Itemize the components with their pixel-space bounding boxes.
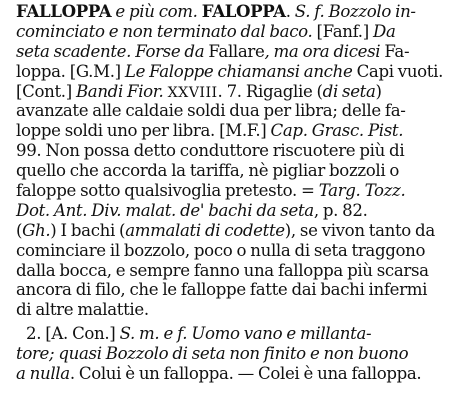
entry-line-6 [16, 101, 469, 121]
entry-line-18 [16, 344, 469, 364]
text-run: FALLOPPA [16, 1, 112, 21]
text-run: cominciare il bozzolo, poco o nulla di seta traggono [16, 240, 426, 260]
text-run: Dot. Ant. Div. malat. de' bachi da seta [16, 200, 314, 220]
text-run: 99. Non possa detto conduttore riscuotere più di [16, 141, 405, 161]
entry-line-2 [16, 22, 469, 42]
text-run: seta scadente. Forse da [16, 41, 209, 61]
text-run: ( [16, 220, 23, 240]
text-run: , ma ora dicesi [264, 41, 385, 61]
entry-line-19 [16, 364, 469, 384]
text-run: ammalati di codette [125, 220, 285, 240]
text-run: S. f. Bozzolo in- [294, 2, 416, 21]
text-run: . [285, 2, 295, 21]
entry-line-15 [16, 280, 469, 300]
text-run: tore; quasi Bozzolo di seta non finito e non buono [16, 344, 409, 364]
text-run: Capi vuoti. [356, 61, 444, 81]
entry-line-14 [16, 261, 469, 281]
entry-line-4 [16, 62, 469, 82]
entry-line-12 [16, 221, 469, 241]
text-run: loppe soldi uno per libra. [M.F.] [16, 121, 271, 141]
text-run: ) I bachi ( [50, 220, 126, 240]
text-run: Fallare [208, 41, 265, 61]
entry-line-17 [16, 324, 469, 344]
text-run: ancora di filo, che le falloppe fatte dai bachi infermi [16, 280, 428, 300]
text-run: e più com. [111, 2, 202, 21]
text-run: ) [375, 81, 382, 101]
text-run: Cap. Grasc. Pist. [270, 121, 404, 141]
text-run: , p. 82. [313, 200, 368, 220]
text-run: di seta [322, 81, 376, 101]
text-run: ), se vivon tanto da [284, 220, 435, 240]
text-run: loppa. [G.M.] [16, 61, 125, 81]
text-run: Fa- [384, 41, 410, 61]
entry-line-1 [16, 2, 469, 22]
text-run: Gh. [22, 220, 51, 240]
text-run: [Fanf.] [312, 21, 373, 41]
text-run: 2. [A. Con.] [26, 324, 120, 344]
entry-line-10 [16, 181, 469, 201]
entry-line-16 [16, 300, 469, 320]
text-run: Le Faloppe chiamansi anche [124, 61, 357, 81]
text-run: di altre malattie. [16, 300, 149, 320]
text-run: quello che accorda la tariffa, nè pigliar bozzoli o [16, 161, 400, 181]
text-run: XXVIII [167, 84, 218, 101]
entry-line-3 [16, 42, 469, 62]
text-run: Bandi Fior. [75, 81, 168, 101]
text-run: faloppe sotto qualsivoglia pretesto. = [16, 181, 319, 201]
entry-line-8 [16, 141, 469, 161]
text-run: cominciato e non terminato dal baco. [16, 21, 313, 41]
entry-line-11 [16, 201, 469, 221]
text-run: a nulla [16, 364, 70, 384]
text-run: Da [372, 21, 396, 41]
text-run: . 7. Rigaglie ( [217, 81, 323, 101]
entry-line-7 [16, 121, 469, 141]
text-run: S. m. e f. Uomo vano e millanta- [119, 324, 372, 344]
text-run: avanzate alle caldaie soldi dua per libra; delle fa- [16, 101, 406, 121]
text-run: dalla bocca, e sempre fanno una falloppa più scarsa [16, 260, 429, 280]
text-run: [Cont.] [16, 81, 76, 101]
entry-line-9 [16, 161, 469, 181]
entry-line-13 [16, 241, 469, 261]
text-run: . Colui è un falloppa. — Colei è una falloppa. [69, 364, 422, 384]
text-run: Targ. Tozz. [318, 181, 406, 201]
entry-line-5 [16, 82, 469, 102]
text-run: FALOPPA [201, 1, 286, 21]
